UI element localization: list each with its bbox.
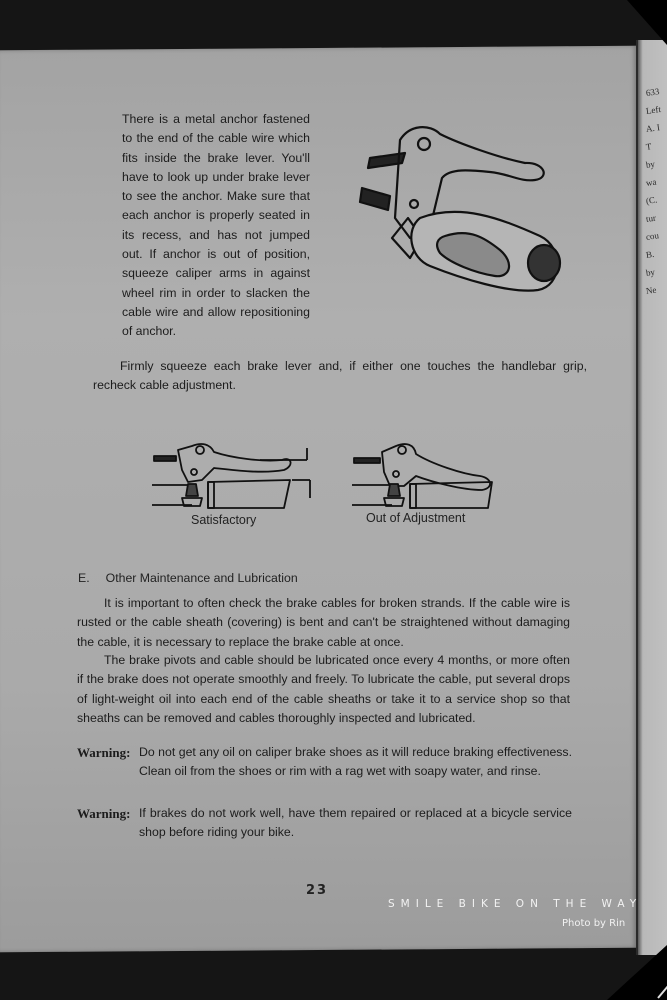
check-adjustment-paragraph: Firmly squeeze each brake lever and, if either one touches the handlebar grip, recheck cable adjustment. (93, 359, 587, 393)
section-heading (78, 571, 298, 585)
satisfactory-caption: Satisfactory (191, 513, 257, 527)
warning-text: Do not get any oil on caliper brake shoes as it will reduce braking effectiveness. Clean oil from the shoes or rim with a rag wet with soapy water, and rinse. (139, 745, 572, 779)
page-number: 23 (306, 883, 329, 898)
cable-check-paragraph: It is important to often check the brake cables for broken strands. If the cable wire is rusted or the cable sheath (covering) is bent and can't be straightened without damaging the cable, it is necessary to replace the brake cable at once. (77, 596, 570, 649)
out-of-adjustment-caption: Out of Adjustment (366, 511, 466, 525)
facing-page-text: 633 Left A. I T by wa (C. tur cou B. by Ne (645, 86, 662, 296)
anchor-paragraph: There is a metal anchor fastened to the end of the cable wire which fits inside the brake lever. You'll have to look up under brake lever to see the anchor. Make sure that each anchor is properly seated in its recess, and has not jumped out. If anchor is out of position, squeeze caliper arms in against wheel rim in order to slacken the cable wire and allow repositioning of anchor. (122, 112, 310, 339)
lubrication-paragraph: The brake pivots and cable should be lubricated once every 4 months, or more often if the brake does not operate smoothly and freely. To lubricate the cable, put several drops of light-weight oil into each end of the cable sheaths or take it to a service shop so that sheaths can be removed and cables thoroughly inspected and lubricated. (77, 653, 570, 725)
watermark-title: SMILE BIKE ON THE WAY (388, 898, 643, 910)
warning-label: Warning: (77, 806, 131, 821)
warning-repair (77, 804, 572, 843)
facing-page-edge (636, 40, 667, 955)
section-title: Other Maintenance and Lubrication (105, 571, 298, 585)
warning-text: If brakes do not work well, have them repaired or replaced at a bicycle service shop before riding your bike. (139, 806, 572, 840)
section-letter: E. (78, 571, 90, 585)
satisfactory-lever-icon (152, 440, 312, 510)
warning-oil (77, 743, 572, 782)
warning-label: Warning: (77, 745, 131, 760)
dark-corner (627, 0, 667, 45)
brake-lever-and-grip-icon (350, 118, 565, 293)
out-of-adjustment-lever-icon (352, 440, 502, 510)
photo-credit: Photo by Rin (562, 918, 626, 929)
